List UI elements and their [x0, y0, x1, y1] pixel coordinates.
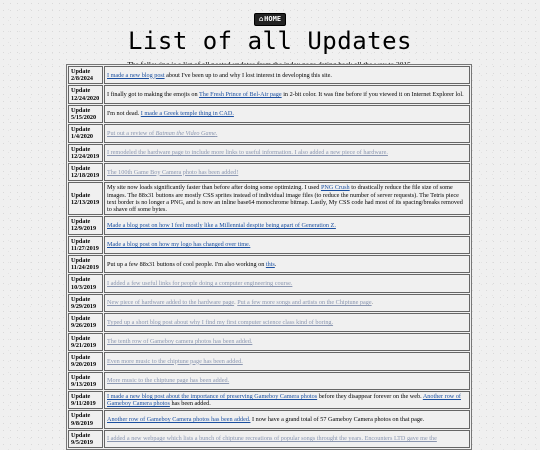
update-label: Update — [71, 315, 91, 323]
update-text-cell — [104, 313, 470, 331]
update-date: 9/8/2019 — [71, 419, 94, 427]
update-text-cell — [104, 236, 470, 254]
update-text: I now have a grand total of 57 Gameboy Camera photos on that page. — [250, 415, 425, 423]
update-row — [68, 352, 470, 370]
update-row — [68, 144, 470, 162]
update-text: has been added. — [169, 400, 211, 408]
update-date: 9/5/2019 — [71, 438, 94, 446]
update-label: Update — [71, 126, 91, 134]
update-link[interactable]: I added a new webpage which lists a bunch of chiptune recreations of popular songs throught the years. Encounters LTD gave me the — [107, 435, 437, 443]
update-date-cell — [68, 236, 103, 254]
update-date-cell — [68, 430, 103, 448]
update-link[interactable]: Another row of Gameboy Camera photos — [107, 392, 461, 408]
update-row — [68, 105, 470, 123]
update-row — [68, 182, 470, 215]
update-row — [68, 85, 470, 103]
update-link[interactable]: Made a blog post on how I feel mostly like a Millennial despite being apart of Generation Z. — [107, 221, 336, 229]
update-text-cell — [104, 255, 470, 273]
update-date-cell — [68, 333, 103, 351]
update-link[interactable]: New piece of hardware added to the hardware page — [107, 299, 235, 307]
update-row — [68, 430, 470, 448]
update-row — [68, 216, 470, 234]
update-date-cell — [68, 182, 103, 215]
update-date: 10/3/2019 — [71, 283, 97, 291]
update-text-cell — [104, 182, 470, 215]
update-text-cell — [104, 163, 470, 181]
update-label: Update — [71, 373, 91, 381]
update-date-cell — [68, 216, 103, 234]
update-label: Update — [71, 392, 91, 400]
update-text: about I've been up to and why I lost interest in developing this site. — [164, 71, 332, 79]
update-link[interactable]: I made a new blog post — [107, 71, 165, 79]
update-label: Update — [71, 106, 91, 114]
update-date: 9/29/2019 — [71, 303, 97, 311]
update-row — [68, 124, 470, 142]
update-date: 12/9/2019 — [71, 225, 97, 233]
update-link[interactable]: Even more music to the chiptune page has been added. — [107, 357, 243, 365]
update-label: Update — [71, 431, 91, 439]
update-row — [68, 66, 470, 84]
update-text-cell — [104, 85, 470, 103]
update-date-cell — [68, 66, 103, 84]
update-row — [68, 236, 470, 254]
update-row — [68, 255, 470, 273]
update-date-cell — [68, 274, 103, 292]
update-text-cell — [104, 274, 470, 292]
update-text-cell — [104, 372, 470, 390]
update-date-cell — [68, 163, 103, 181]
update-text: before they disappear forever on the web. — [317, 392, 423, 400]
update-date: 12/24/2020 — [71, 94, 100, 102]
update-link[interactable]: Put out a review of — [107, 129, 156, 137]
update-date-cell — [68, 372, 103, 390]
update-date-cell — [68, 352, 103, 370]
update-row — [68, 294, 470, 312]
update-label: Update — [71, 68, 91, 75]
update-text: . — [371, 299, 374, 307]
update-row — [68, 163, 470, 181]
update-date: 11/27/2019 — [71, 244, 99, 252]
update-label: Update — [71, 276, 91, 284]
update-date-cell — [68, 105, 103, 123]
update-date-cell — [68, 85, 103, 103]
update-row — [68, 313, 470, 331]
update-text: Put up a few 88x31 buttons of cool people. I'm also working on — [107, 260, 266, 268]
update-link[interactable]: The Fresh Prince of Bel-Air page — [199, 91, 282, 98]
update-link[interactable]: PNG Crush — [320, 184, 350, 192]
update-text: I finally got to making the emojis on — [107, 91, 199, 98]
home-icon: ⌂ — [258, 15, 264, 23]
update-link[interactable]: Typed up a short blog post about why I find my first computer science class kind of boring. — [107, 318, 334, 326]
update-text: My site now loads significantly faster than before after doing some optimizing. I used — [107, 184, 321, 192]
update-label: Update — [71, 334, 91, 342]
update-link[interactable]: I made a new blog post about the importance of preserving Gameboy Camera photos — [107, 392, 318, 400]
update-row — [68, 372, 470, 390]
home-button[interactable] — [254, 13, 286, 26]
update-text: . — [274, 260, 277, 268]
update-label: Update — [71, 237, 91, 245]
update-date-cell — [68, 313, 103, 331]
update-text-cell — [104, 410, 470, 428]
update-text-cell — [104, 216, 470, 234]
update-date: 9/11/2019 — [71, 400, 96, 408]
update-date: 1/4/2020 — [71, 133, 94, 141]
update-link[interactable]: The 100th Game Boy Camera photo has been added! — [107, 168, 239, 176]
update-label: Update — [71, 191, 91, 199]
updates-table — [66, 64, 472, 450]
update-date-cell — [68, 410, 103, 428]
update-date: 9/21/2019 — [71, 341, 97, 349]
update-text: . — [234, 299, 238, 307]
update-row — [68, 391, 470, 409]
update-date: 12/24/2019 — [71, 152, 100, 160]
home-button-label: HOME — [264, 15, 282, 23]
top-nav — [0, 0, 540, 22]
update-date-cell — [68, 391, 103, 409]
page-title: List of all Updates — [127, 27, 413, 55]
update-date: 5/15/2020 — [71, 114, 97, 122]
update-link[interactable]: More music to the chiptune page has been added. — [107, 377, 230, 385]
update-label: Update — [71, 257, 91, 265]
update-date: 11/24/2019 — [71, 264, 99, 272]
update-text-cell — [104, 105, 470, 123]
update-label: Update — [71, 165, 91, 173]
update-label: Update — [71, 354, 91, 362]
update-text: I'm not dead. — [107, 110, 141, 118]
update-link[interactable]: . — [215, 129, 218, 137]
update-link[interactable]: I added a few useful links for people doing a computer engineering course. — [107, 280, 293, 288]
update-text-cell — [104, 66, 470, 84]
update-date-cell — [68, 144, 103, 162]
update-link[interactable]: Put a few more songs and artists on the Chiptune page — [237, 299, 372, 307]
update-label: Update — [71, 145, 91, 153]
update-text-cell — [104, 391, 470, 409]
update-text-cell — [104, 294, 470, 312]
update-date: 12/18/2019 — [71, 172, 100, 180]
update-date: 2/8/2024 — [71, 75, 94, 83]
update-label: Update — [71, 295, 91, 303]
update-date-cell — [68, 294, 103, 312]
update-date-cell — [68, 255, 103, 273]
update-row — [68, 410, 470, 428]
update-text-cell — [104, 333, 470, 351]
update-label: Update — [71, 218, 91, 226]
update-date: 9/13/2019 — [71, 380, 97, 388]
updates-table-body — [68, 66, 470, 448]
update-text: to drastically reduce the file size of some images. The 88x31 buttons are mostly CSS sprites instead of individual image files (to reduce the number of server requests). The Tetris piece text border is no longer a PNG, and is now an inline base64 monochrome bitmap. Lastly, My CSS code had most of its spacing/breaks removed to shave off some bytes. — [107, 184, 463, 214]
update-link[interactable]: Batman the Video Game — [155, 129, 216, 137]
update-link[interactable]: Another row of Gameboy Camera photos has been added. — [107, 415, 251, 423]
update-row — [68, 333, 470, 351]
update-text-cell — [104, 430, 470, 448]
update-row — [68, 274, 470, 292]
update-text-cell — [104, 144, 470, 162]
update-text: in 2-bit color. It was fine before if you viewed it on Internet Explorer lol. — [281, 91, 464, 98]
update-link[interactable]: I remodeled the hardware page to include more links to useful information. I also added a new piece of hardware. — [107, 149, 388, 157]
update-link[interactable]: this — [265, 260, 275, 268]
update-date-cell — [68, 124, 103, 142]
update-label: Update — [71, 87, 91, 95]
update-link[interactable]: I made a Greek temple thing in CAD. — [140, 110, 234, 118]
update-text-cell — [104, 352, 470, 370]
update-text-cell — [104, 124, 470, 142]
update-link[interactable]: Made a blog post on how my logo has changed over time. — [107, 241, 251, 249]
update-label: Update — [71, 412, 91, 420]
update-date: 9/20/2019 — [71, 361, 97, 369]
update-date: 12/13/2019 — [71, 198, 100, 206]
update-date: 9/26/2019 — [71, 322, 97, 330]
update-link[interactable]: The tenth row of Gameboy camera photos has been added. — [107, 338, 253, 346]
